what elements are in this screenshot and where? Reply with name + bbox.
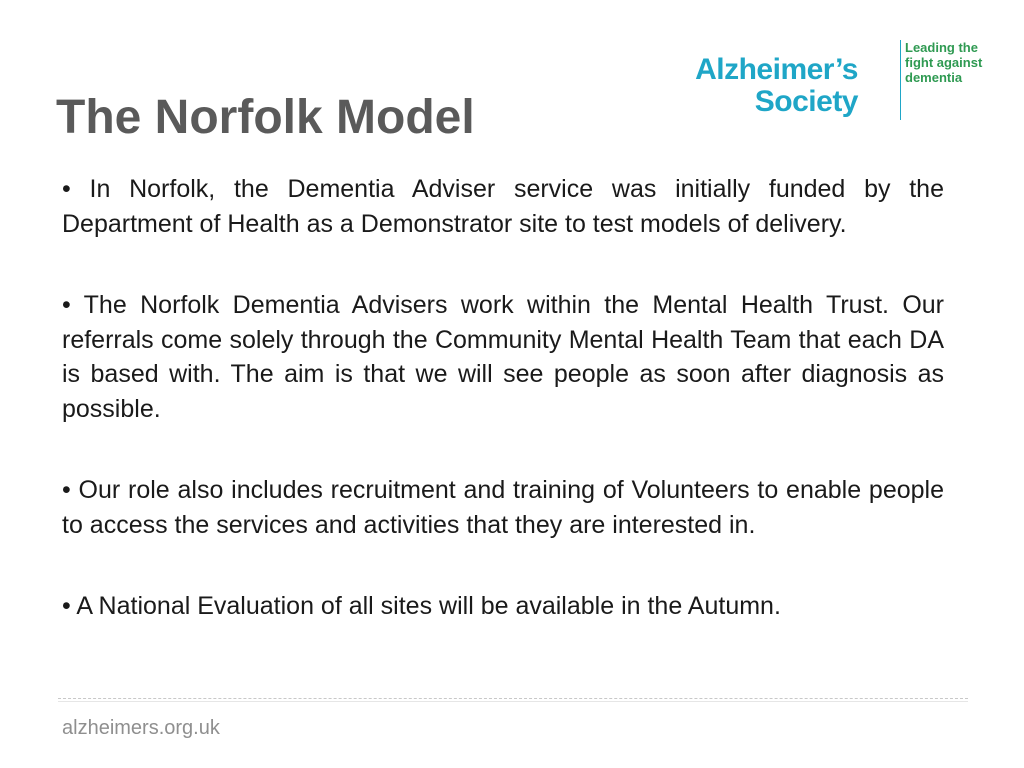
logo-tagline xyxy=(905,40,982,85)
logo-tagline-line2: fight against xyxy=(905,55,983,70)
logo-name xyxy=(695,54,858,118)
bullet-point: • In Norfolk, the Dementia Adviser service was initially funded by the Department of Health as a Demonstrator site to test models of delivery. xyxy=(62,175,944,238)
logo-tagline-line1: Leading the xyxy=(905,40,978,55)
logo-name-line1: Alzheimer’s xyxy=(695,53,858,86)
footer-divider-shadow xyxy=(58,701,968,702)
bullet-point: • A National Evaluation of all sites will be available in the Autumn. xyxy=(62,592,781,620)
logo-divider xyxy=(900,40,901,120)
logo-tagline-line3: dementia xyxy=(905,70,963,85)
footer-url: alzheimers.org.uk xyxy=(62,717,220,739)
footer-divider xyxy=(58,698,968,699)
slide-title: The Norfolk Model xyxy=(56,91,475,144)
slide-body xyxy=(62,172,944,624)
alzheimers-society-logo xyxy=(695,38,992,126)
bullet-point: • The Norfolk Dementia Advisers work within the Mental Health Trust. Our referrals come solely through the Community Mental Health Team that each DA is based with. The aim is that we will see people as soon after diagnosis as possible. xyxy=(62,291,944,423)
bullet-point: • Our role also includes recruitment and training of Volunteers to enable people to access the services and activities that they are interested in. xyxy=(62,476,944,539)
logo-name-line2: Society xyxy=(754,85,858,118)
